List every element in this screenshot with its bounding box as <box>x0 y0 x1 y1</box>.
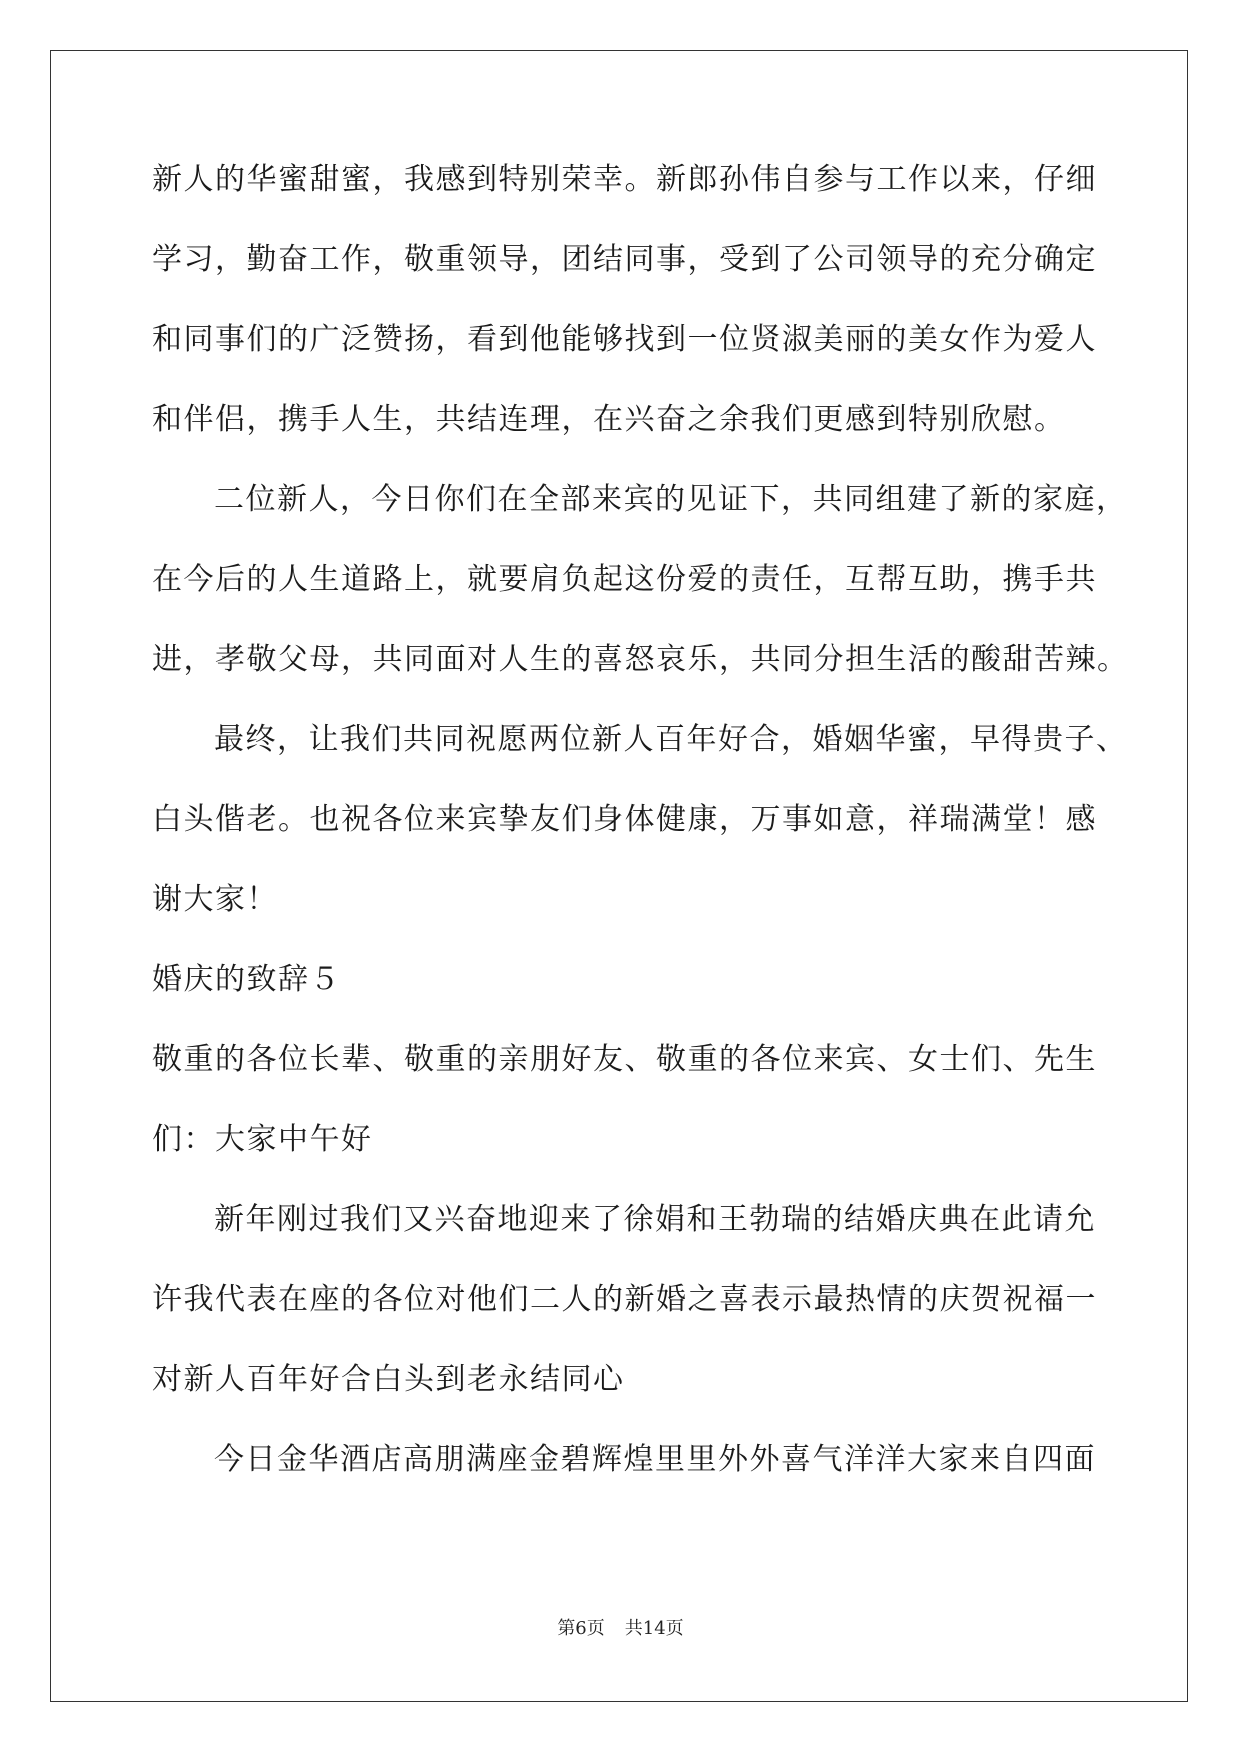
text-line: 敬重的各位长辈、敬重的亲朋好友、敬重的各位来宾、女士们、先生 <box>152 1042 1097 1077</box>
paragraph-start-line: 新年刚过我们又兴奋地迎来了徐娟和王勃瑞的结婚庆典在此请允 <box>214 1202 1096 1237</box>
text-line: 许我代表在座的各位对他们二人的新婚之喜表示最热情的庆贺祝福一 <box>152 1282 1097 1317</box>
text-line: 新人的华蜜甜蜜，我感到特别荣幸。新郎孙伟自参与工作以来，仔细 <box>152 162 1097 197</box>
text-line: 进，孝敬父母，共同面对人生的喜怒哀乐，共同分担生活的酸甜苦辣。 <box>152 642 1129 677</box>
text-line: 和同事们的广泛赞扬，看到他能够找到一位贤淑美丽的美女作为爱人 <box>152 322 1097 357</box>
text-line: 谢大家！ <box>152 882 278 917</box>
section-heading: 婚庆的致辞５ <box>152 962 341 997</box>
text-line: 白头偕老。也祝各位来宾挚友们身体健康，万事如意，祥瑞满堂！感 <box>152 802 1097 837</box>
paragraph-start-line: 二位新人，今日你们在全部来宾的见证下，共同组建了新的家庭， <box>214 482 1128 517</box>
text-line: 对新人百年好合白头到老永结同心 <box>152 1362 625 1397</box>
text-line: 和伴侣，携手人生，共结连理，在兴奋之余我们更感到特别欣慰。 <box>152 402 1066 437</box>
page-total: 共14页 <box>624 1618 684 1639</box>
page-number: 第6页 <box>557 1618 605 1639</box>
text-line: 们：大家中午好 <box>152 1122 373 1157</box>
text-line: 在今后的人生道路上，就要肩负起这份爱的责任，互帮互助，携手共 <box>152 562 1097 597</box>
text-line: 学习，勤奋工作，敬重领导，团结同事，受到了公司领导的充分确定 <box>152 242 1097 277</box>
document-body <box>152 140 1129 1500</box>
paragraph-start-line: 今日金华酒店高朋满座金碧辉煌里里外外喜气洋洋大家来自四面 <box>214 1442 1096 1477</box>
paragraph-start-line: 最终，让我们共同祝愿两位新人百年好合，婚姻华蜜，早得贵子、 <box>214 722 1128 757</box>
page-footer <box>0 1617 1241 1641</box>
